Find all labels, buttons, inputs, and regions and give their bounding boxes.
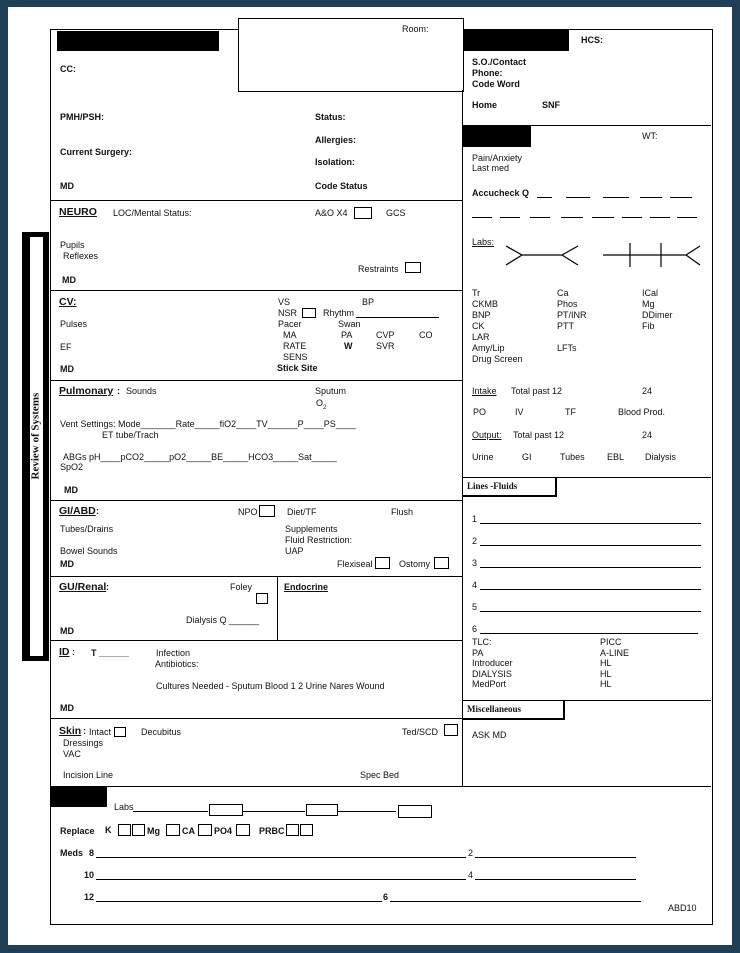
- home-label: Home: [472, 100, 498, 110]
- wt-label: WT:: [642, 131, 658, 141]
- sounds-label: Sounds: [126, 386, 157, 396]
- line-type-label: A-LINE: [600, 647, 630, 658]
- flexiseal-checkbox[interactable]: [375, 557, 390, 569]
- header-md-label: MD: [60, 181, 74, 191]
- lab-value-label: Amy/Lip: [472, 343, 505, 353]
- ma-label: MA: [283, 330, 297, 340]
- line-type-label: HL: [600, 679, 612, 689]
- current-surgery-label: Current Surgery:: [60, 147, 133, 157]
- intake-label: Intake: [472, 386, 497, 396]
- meds-label: Meds: [60, 848, 84, 858]
- intake-24-label: 24: [642, 386, 653, 396]
- code-word-label: Code Word: [472, 79, 520, 89]
- supplements-label: Supplements: [285, 524, 338, 534]
- lab-value-label: Mg: [642, 299, 655, 309]
- line-entry-field[interactable]: [480, 633, 698, 634]
- cc-label: CC:: [60, 64, 76, 74]
- ostomy-checkbox[interactable]: [434, 557, 449, 569]
- pacer-label: Pacer: [278, 319, 302, 329]
- lab-value-label: Phos: [557, 299, 578, 309]
- restraints-label: Restraints: [358, 264, 399, 274]
- pulmonary-title: Pulmonary: [59, 385, 114, 397]
- snf-label: SNF: [542, 100, 560, 110]
- room-label: Room:: [402, 24, 429, 34]
- replace-k-checkbox-1[interactable]: [118, 824, 131, 836]
- med-slot-4: 4: [468, 870, 474, 880]
- nsr-label: NSR: [278, 308, 298, 318]
- replace-prbc-label: PRBC: [259, 826, 285, 836]
- ostomy-label: Ostomy: [399, 559, 431, 569]
- gu-endocrine-divider: [277, 576, 278, 640]
- gi-title: GI/ABD: [59, 505, 96, 517]
- status-label: Status:: [315, 112, 346, 122]
- antibiotics-label: Antibiotics:: [155, 659, 199, 669]
- pupils-label: Pupils: [60, 240, 85, 250]
- lines-fluids-header: Lines -Fluids: [462, 478, 557, 497]
- foley-checkbox[interactable]: [256, 593, 268, 604]
- output-tubes: Tubes: [560, 452, 585, 462]
- contact-bar: [463, 30, 569, 51]
- pulses-label: Pulses: [60, 319, 88, 329]
- lab-value-label: DDimer: [642, 310, 673, 320]
- line-number: 4: [472, 580, 478, 590]
- lab-value-label: ICal: [642, 288, 659, 298]
- line-type-label: HL: [600, 658, 612, 668]
- last-med-label: Last med: [472, 163, 510, 173]
- sens-label: SENS: [283, 352, 308, 362]
- cultures-label: Cultures Needed - Sputum Blood 1 2 Urine Nares Wound: [156, 681, 385, 691]
- med-slot-10: 10: [84, 870, 95, 880]
- dressings-label: Dressings: [63, 738, 104, 748]
- replace-po4-label: PO4: [214, 826, 233, 836]
- bottom-rule: [50, 786, 711, 787]
- lab-value-label: LAR: [472, 332, 490, 342]
- id-md-label: MD: [60, 703, 74, 713]
- vac-label: VAC: [63, 749, 81, 759]
- lab-value-label: Ca: [557, 288, 569, 298]
- restraints-checkbox[interactable]: [405, 262, 421, 273]
- pain-anxiety-label: Pain/Anxiety: [472, 153, 523, 163]
- neuro-md-label: MD: [62, 275, 76, 285]
- line-number: 3: [472, 558, 478, 568]
- labs-box-2[interactable]: [306, 804, 338, 816]
- line-number: 5: [472, 602, 478, 612]
- tubes-drains-label: Tubes/Drains: [60, 524, 114, 534]
- replace-ca-label: CA: [182, 826, 195, 836]
- lab-value-label: Drug Screen: [472, 354, 523, 364]
- patient-name-bar: [57, 31, 219, 51]
- intake-blood-prod: Blood Prod.: [618, 407, 666, 417]
- ted-scd-checkbox[interactable]: [444, 724, 458, 736]
- ask-md-label: ASK MD: [472, 730, 507, 740]
- svr-label: SVR: [376, 341, 395, 351]
- cv-md-label: MD: [60, 364, 74, 374]
- line-entry-field[interactable]: [480, 545, 701, 546]
- output-total-label: Total past 12: [513, 430, 565, 440]
- vent-settings-label: Vent Settings: Mode_______Rate_____fiO2____TV______P____PS____: [60, 419, 356, 429]
- w-label: W: [344, 341, 353, 351]
- med-slot-12: 12: [84, 892, 95, 902]
- med-slot-8: 8: [89, 848, 95, 858]
- intake-po: PO: [473, 407, 487, 417]
- id-colon: :: [72, 647, 75, 657]
- lab-value-label: CKMB: [472, 299, 499, 309]
- decubitus-label: Decubitus: [141, 727, 182, 737]
- replace-prbc-checkbox-1[interactable]: [286, 824, 299, 836]
- gu-title: GU/Renal: [59, 581, 107, 593]
- replace-mg-label: Mg: [147, 826, 160, 836]
- labs-label: Labs:: [472, 237, 495, 247]
- phone-label: Phone:: [472, 68, 503, 78]
- vitals-bar: [463, 126, 531, 147]
- endocrine-title: Endocrine: [284, 582, 329, 592]
- miscellaneous-header: Miscellaneous: [462, 701, 565, 720]
- line-type-label: HL: [600, 668, 612, 679]
- o2-label: $O_2$: [316, 398, 327, 411]
- replace-k-label: K: [105, 825, 112, 835]
- cv-title: CV:: [59, 296, 77, 308]
- bowel-sounds-label: Bowel Sounds: [60, 546, 118, 556]
- allergies-label: Allergies:: [315, 135, 357, 145]
- gu-dialysis-label: Dialysis Q ______: [186, 615, 260, 625]
- lab-value-label: PTT: [557, 321, 574, 331]
- gi-colon: :: [96, 506, 99, 516]
- temperature-label: T ______: [91, 648, 130, 658]
- output-dialysis: Dialysis: [645, 452, 677, 462]
- co-label: CO: [419, 330, 433, 340]
- form-id: ABD10: [668, 903, 697, 913]
- ted-scd-label: Ted/SCD: [402, 727, 439, 737]
- flexiseal-label: Flexiseal: [337, 559, 373, 569]
- replace-mg-checkbox[interactable]: [166, 824, 180, 836]
- lab-value-label: BNP: [472, 310, 491, 320]
- line-type-label: PA: [472, 647, 484, 658]
- line-type-label: MedPort: [472, 679, 507, 689]
- pulmonary-colon: :: [117, 386, 120, 396]
- lab-value-label: Fib: [642, 321, 655, 331]
- intact-checkbox[interactable]: [114, 727, 126, 737]
- intake-tf: TF: [565, 407, 576, 417]
- output-label: Output:: [472, 430, 502, 440]
- uap-label: UAP: [285, 546, 304, 556]
- skin-colon: :: [83, 726, 86, 736]
- skin-title: Skin: [59, 725, 82, 737]
- lab-value-label: Tr: [472, 288, 481, 298]
- line-type-label: TLC:: [472, 637, 492, 647]
- incision-line-label: Incision Line: [63, 770, 114, 780]
- bottom-bar: [51, 787, 107, 807]
- pulmonary-md-label: MD: [64, 485, 78, 495]
- npo-checkbox[interactable]: [259, 505, 275, 517]
- nsr-checkbox[interactable]: [302, 308, 316, 318]
- line-type-label: Introducer: [472, 658, 513, 668]
- infection-label: Infection: [156, 648, 191, 658]
- lab-value-label: CK: [472, 321, 485, 331]
- ef-label: EF: [60, 342, 72, 352]
- abgs-label: ABGs pH____pCO2_____pO2_____BE_____HCO3_____Sat_____: [63, 452, 337, 462]
- replace-label: Replace: [60, 826, 95, 836]
- room-box: [238, 18, 464, 92]
- hcs-label: HCS:: [581, 35, 603, 45]
- bottom-labs-label: Labs: [114, 802, 134, 812]
- rate-label: RATE: [283, 341, 307, 351]
- spec-bed-label: Spec Bed: [360, 770, 400, 780]
- output-gi: GI: [522, 452, 532, 462]
- fluid-restriction-label: Fluid Restriction:: [285, 535, 353, 545]
- output-ebl: EBL: [607, 452, 625, 462]
- med-slot-2: 2: [468, 848, 474, 858]
- lab-value-label: LFTs: [557, 343, 577, 353]
- vs-label: VS: [278, 297, 291, 307]
- flush-label: Flush: [391, 507, 414, 517]
- output-24-label: 24: [642, 430, 653, 440]
- line-type-label: PICC: [600, 637, 622, 647]
- review-of-systems-label: Review of Systems: [29, 392, 42, 480]
- accucheck-label: Accucheck Q: [472, 188, 530, 198]
- replace-k-checkbox-2[interactable]: [132, 824, 145, 836]
- replace-ca-checkbox[interactable]: [198, 824, 212, 836]
- et-tube-label: ET tube/Trach: [102, 430, 159, 440]
- code-status-label: Code Status: [315, 181, 368, 191]
- pa-label: PA: [341, 330, 353, 340]
- lab-value-label: PT/INR: [557, 310, 587, 320]
- diet-label: Diet/TF: [287, 507, 317, 517]
- bp-label: BP: [362, 297, 375, 307]
- foley-label: Foley: [230, 582, 253, 592]
- ao-label: A&O X4: [315, 208, 348, 218]
- id-title: ID: [59, 646, 70, 658]
- intake-total-label: Total past 12: [511, 386, 563, 396]
- gu-md-label: MD: [60, 626, 74, 636]
- line-type-label: DIALYSIS: [472, 668, 512, 679]
- loc-label: LOC/Mental Status:: [113, 208, 192, 218]
- swan-label: Swan: [338, 319, 361, 329]
- intact-label: Intact: [89, 727, 112, 737]
- stick-site-label: Stick Site: [277, 363, 318, 373]
- npo-label: NPO: [238, 507, 258, 517]
- line-entry-field[interactable]: [480, 523, 701, 524]
- reflexes-label: Reflexes: [63, 251, 99, 261]
- output-urine: Urine: [472, 452, 494, 462]
- neuro-title: NEURO: [59, 206, 97, 218]
- line-entry-field[interactable]: [480, 589, 701, 590]
- rhythm-label: Rhythm: [323, 308, 355, 318]
- cvp-label: CVP: [376, 330, 395, 340]
- labs-box-3[interactable]: [398, 805, 432, 818]
- line-entry-field[interactable]: [480, 611, 701, 612]
- labs-box-1[interactable]: [209, 804, 243, 816]
- intake-iv: IV: [515, 407, 524, 417]
- line-number: 1: [472, 514, 478, 524]
- pmh-label: PMH/PSH:: [60, 112, 105, 122]
- review-of-systems-tab: [22, 232, 49, 661]
- line-number: 2: [472, 536, 478, 546]
- spo2-label: SpO2: [60, 462, 84, 472]
- line-number: 6: [472, 624, 478, 634]
- replace-po4-checkbox[interactable]: [236, 824, 250, 836]
- sputum-label: Sputum: [315, 386, 347, 396]
- med-slot-6: 6: [383, 892, 389, 902]
- isolation-label: Isolation:: [315, 157, 355, 167]
- column-divider: [462, 90, 463, 786]
- gi-md-label: MD: [60, 559, 74, 569]
- gu-colon: :: [106, 582, 109, 592]
- line-entry-field[interactable]: [480, 567, 701, 568]
- lab-fishbone-diagram: [500, 238, 705, 272]
- replace-prbc-checkbox-2[interactable]: [300, 824, 313, 836]
- so-contact-label: S.O./Contact: [472, 57, 527, 67]
- ao-checkbox[interactable]: [354, 207, 372, 219]
- gcs-label: GCS: [386, 208, 406, 218]
